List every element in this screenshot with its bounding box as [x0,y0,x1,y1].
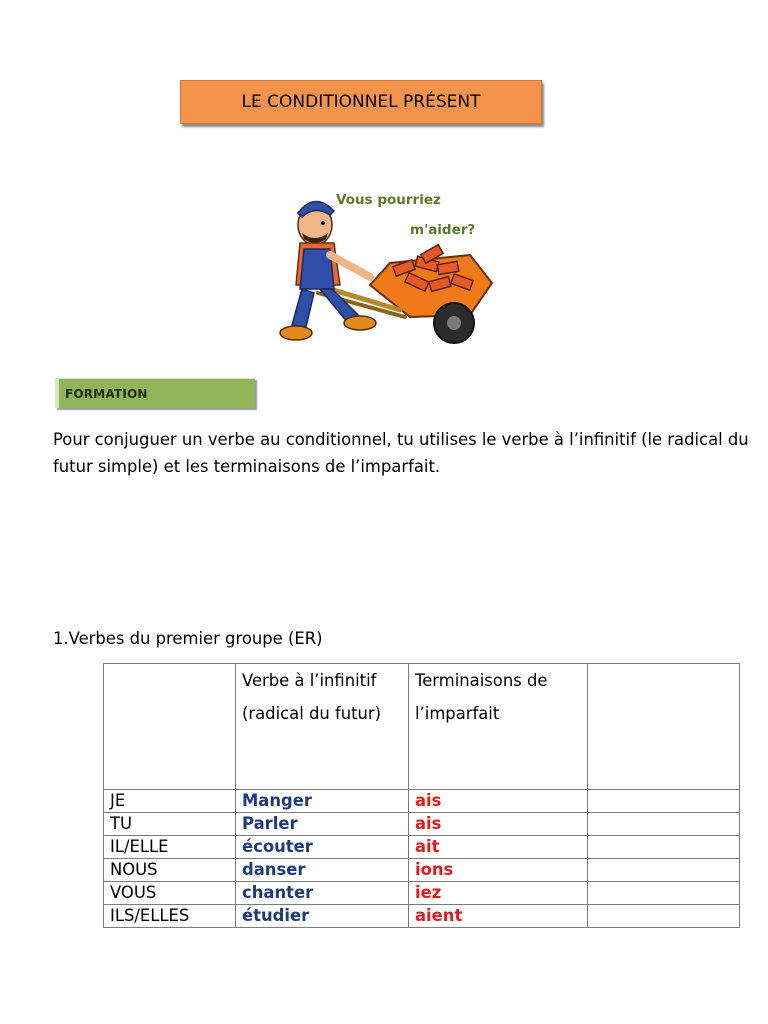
intro-paragraph: Pour conjuguer un verbe au conditionnel, tu utilises le verbe à l’infinitif (le radical du futur simple) et les terminaisons de l’imparfait. [53,430,749,476]
conjugation-table [103,663,740,928]
extra-cell [588,790,740,813]
verb-cell: étudier [236,905,409,928]
section-label-text: FORMATION [65,386,148,401]
ending-cell: ais [409,790,588,813]
table-row [104,905,740,928]
ending-cell: ais [409,813,588,836]
table-header-row [104,664,740,790]
extra-cell [588,813,740,836]
speech-bubble-line1: Vous pourriez [336,192,441,208]
table-header-cell: Terminaisons de l’imparfait [409,664,588,790]
pronoun-cell: JE [104,790,236,813]
ending-cell: iez [409,882,588,905]
extra-cell [588,905,740,928]
pronoun-cell: IL/ELLE [104,836,236,859]
pronoun-cell: NOUS [104,859,236,882]
section-label-formation [55,378,255,408]
extra-cell [588,859,740,882]
table-header-cell [588,664,740,790]
table-row [104,813,740,836]
page-title [180,80,542,124]
pronoun-cell: ILS/ELLES [104,905,236,928]
verb-cell: danser [236,859,409,882]
verb-cell: écouter [236,836,409,859]
extra-cell [588,882,740,905]
pronoun-cell: TU [104,813,236,836]
ending-cell: ait [409,836,588,859]
table-row [104,859,740,882]
verb-cell: Parler [236,813,409,836]
table-row [104,790,740,813]
table-row [104,836,740,859]
table-row [104,882,740,905]
table-header-cell [104,664,236,790]
worker-with-wheelbarrow-illustration [270,185,500,355]
ending-cell: ions [409,859,588,882]
pronoun-cell: VOUS [104,882,236,905]
verb-cell: Manger [236,790,409,813]
verb-cell: chanter [236,882,409,905]
speech-bubble-line2: m'aider? [410,222,476,238]
group-title: 1.Verbes du premier groupe (ER) [53,629,323,648]
page-title-text: LE CONDITIONNEL PRÉSENT [241,92,481,112]
table-header-cell: Verbe à l’infinitif (radical du futur) [236,664,409,790]
ending-cell: aient [409,905,588,928]
extra-cell [588,836,740,859]
